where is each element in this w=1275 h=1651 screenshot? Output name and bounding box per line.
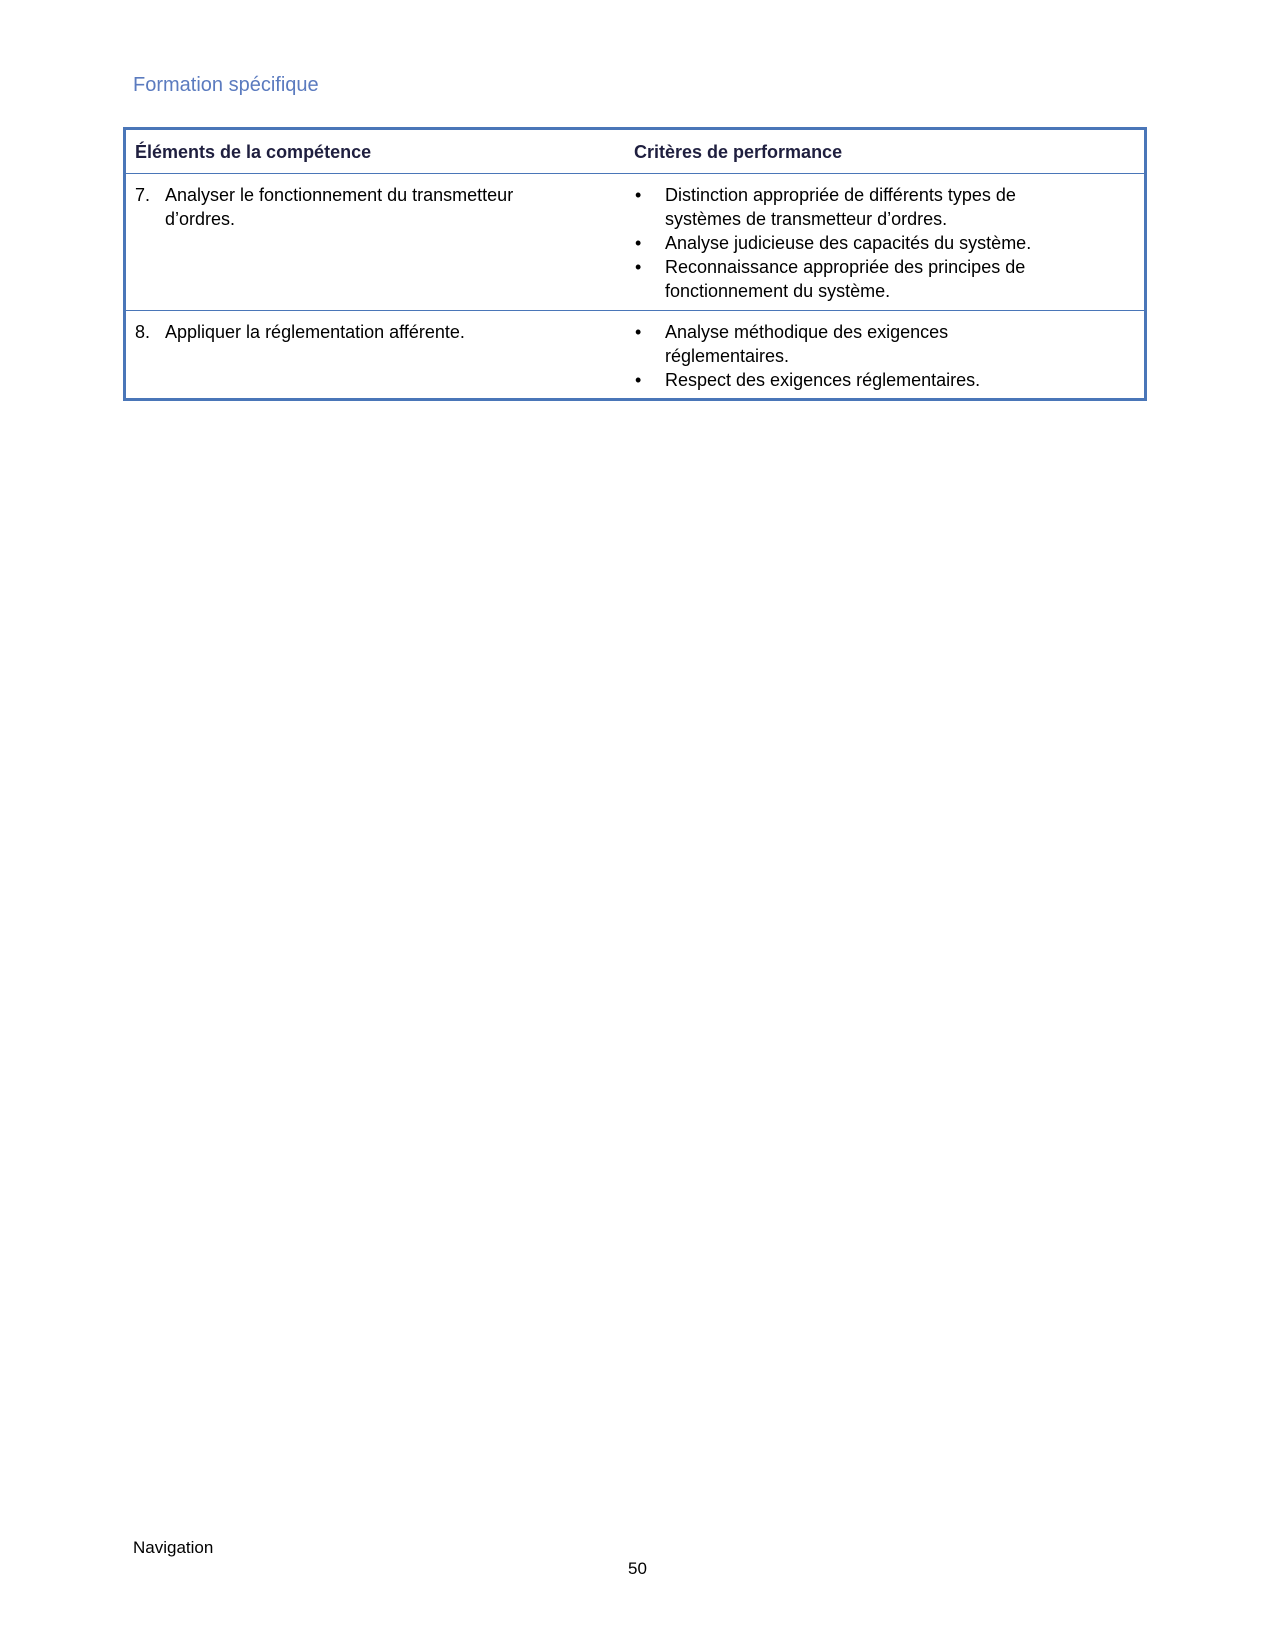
element-cell xyxy=(126,320,634,398)
list-item xyxy=(634,255,1144,303)
bullet-icon: • xyxy=(635,185,642,205)
list-item xyxy=(634,231,1144,255)
header-elements: Éléments de la compétence xyxy=(135,141,372,162)
table-row xyxy=(126,310,1144,398)
element-text: Analyser le fonctionnement du transmetteur d’ordres. xyxy=(165,185,514,229)
competence-table xyxy=(123,127,1147,401)
criterion-text: Respect des exigences réglementaires. xyxy=(665,370,981,390)
criteria-cell xyxy=(634,183,1144,310)
list-item xyxy=(634,183,1144,231)
element-number: 7. xyxy=(135,185,151,205)
header-criteria: Critères de performance xyxy=(634,141,843,162)
bullet-icon: • xyxy=(635,322,642,342)
list-item xyxy=(634,368,1144,392)
criterion-text: Distinction appropriée de différents types de systèmes de transmetteur d’ordres. xyxy=(665,185,1016,229)
page-number: 50 xyxy=(628,1559,647,1578)
section-title: Formation spécifique xyxy=(133,74,319,96)
bullet-icon: • xyxy=(635,233,642,253)
element-text: Appliquer la réglementation afférente. xyxy=(165,322,465,342)
list-item xyxy=(634,320,1144,368)
criteria-list xyxy=(634,320,1144,392)
criterion-text: Analyse méthodique des exigences réglementaires. xyxy=(665,322,949,366)
criterion-text: Reconnaissance appropriée des principes de fonctionnement du système. xyxy=(665,257,1026,301)
footer-navigation-link[interactable]: Navigation xyxy=(133,1538,214,1557)
criterion-text: Analyse judicieuse des capacités du système. xyxy=(665,233,1032,253)
table-header-row xyxy=(126,130,1144,173)
bullet-icon: • xyxy=(635,370,642,390)
criteria-cell xyxy=(634,320,1144,398)
criteria-list xyxy=(634,183,1144,303)
bullet-icon: • xyxy=(635,257,642,277)
element-number: 8. xyxy=(135,322,151,342)
table-row xyxy=(126,173,1144,310)
element-cell xyxy=(126,183,634,310)
